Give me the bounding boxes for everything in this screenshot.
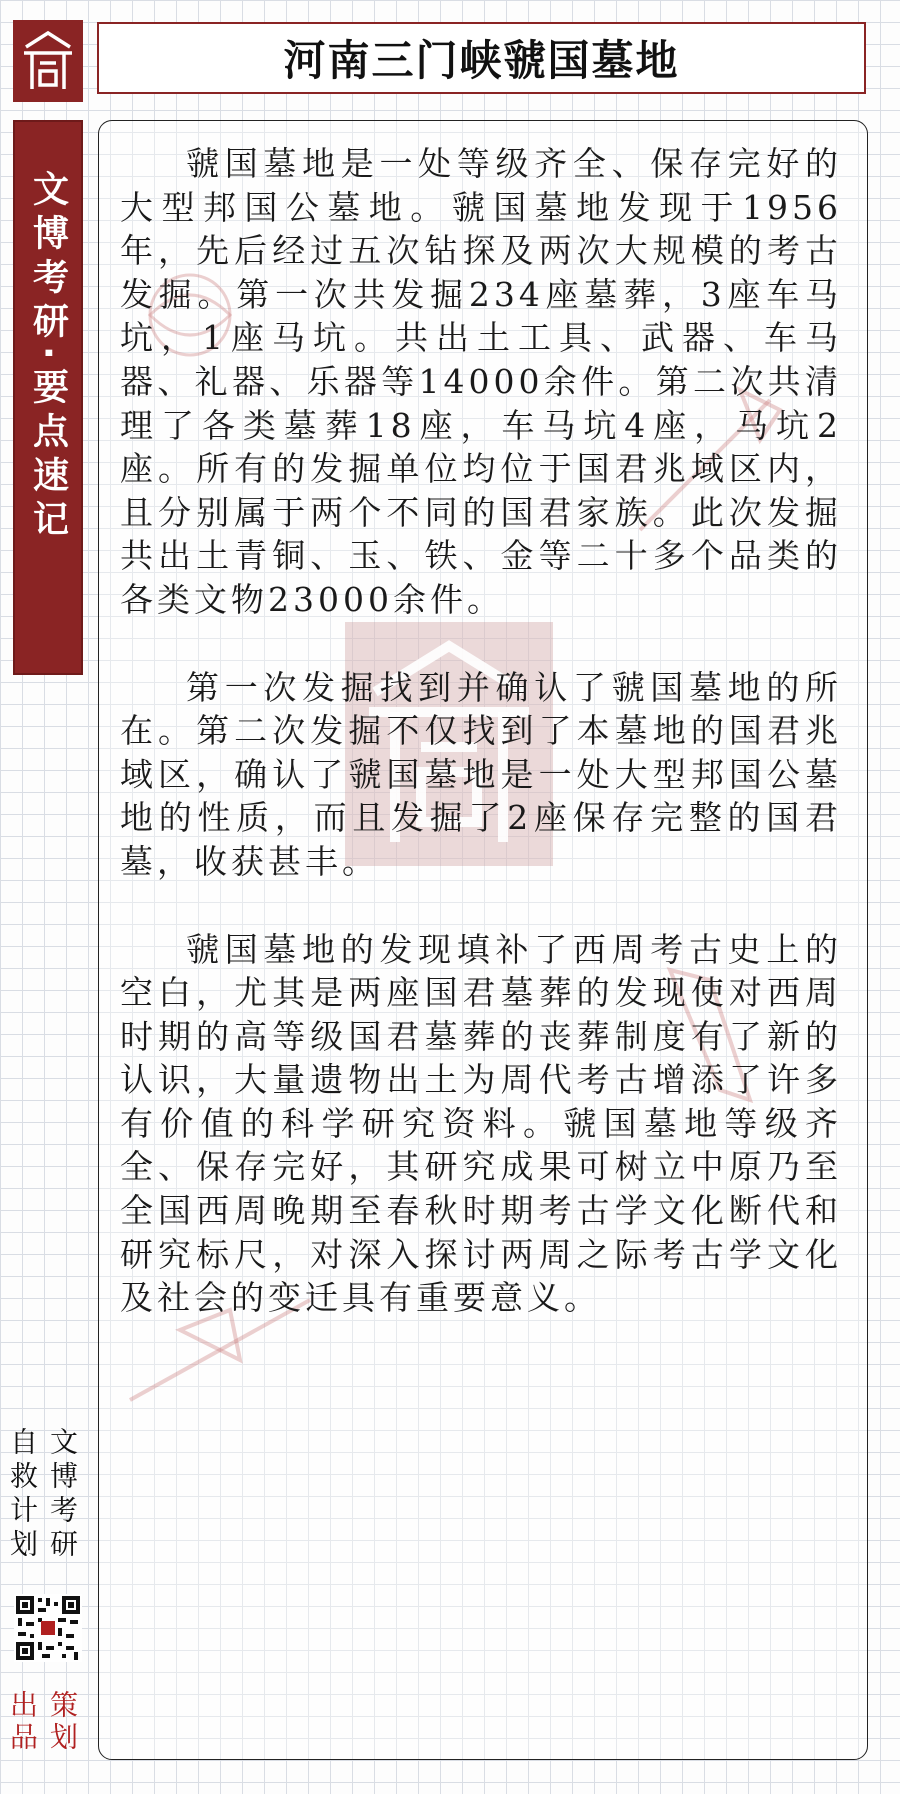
credit-column: 自救计划 (6, 1427, 39, 1563)
article-body (120, 142, 842, 1320)
page-title: 河南三门峡虢国墓地 (283, 36, 680, 85)
producer-block (6, 1690, 82, 1768)
paragraph: 虢国墓地的发现填补了西周考古史上的空白，尤其是两座国君墓葬的发现使对西周时期的高等级国君墓葬的丧葬制度有了新的认识，大量遗物出土为周代考古增添了许多有价值的科学研究资料。虢国墓地等级齐全、保存完好，其研究成果可树立中原乃至全国西周晚期至春秋时期考古学文化断代和研究标尺，对深入探讨两周之际考古学文化及社会的变迁具有重要意义。 (120, 929, 842, 1318)
side-banner-label: 文博考研·要点速记 (27, 170, 69, 544)
producer-column: 策划 (46, 1690, 79, 1754)
side-banner (13, 120, 83, 675)
credit-block (6, 1427, 82, 1575)
producer-column: 出品 (6, 1690, 39, 1754)
paragraph: 第一次发掘找到并确认了虢国墓地的所在。第二次发掘不仅找到了本墓地的国君兆域区，确认了虢国墓地是一处大型邦国公墓地的性质，而且发掘了2座保存完整的国君墓，收获甚丰。 (120, 667, 842, 881)
title-box (97, 22, 866, 94)
credit-column: 文博考研 (46, 1427, 79, 1563)
pavilion-logo-icon (13, 20, 83, 102)
qr-code-icon (14, 1594, 82, 1662)
paragraph: 虢国墓地是一处等级齐全、保存完好的大型邦国公墓地。虢国墓地发现于1956年，先后经过五次钻探及两次大规模的考古发掘。第一次共发掘234座墓葬，3座车马坑，1座马坑。共出土工具、武器、车马器、礼器、乐器等14000余件。第二次共清理了各类墓葬18座，车马坑4座，马坑2座。所有的发掘单位均位于国君兆域区内，且分别属于两个不同的国君家族。此次发掘共出土青铜、玉、铁、金等二十多个品类的各类文物23000余件。 (120, 144, 842, 619)
